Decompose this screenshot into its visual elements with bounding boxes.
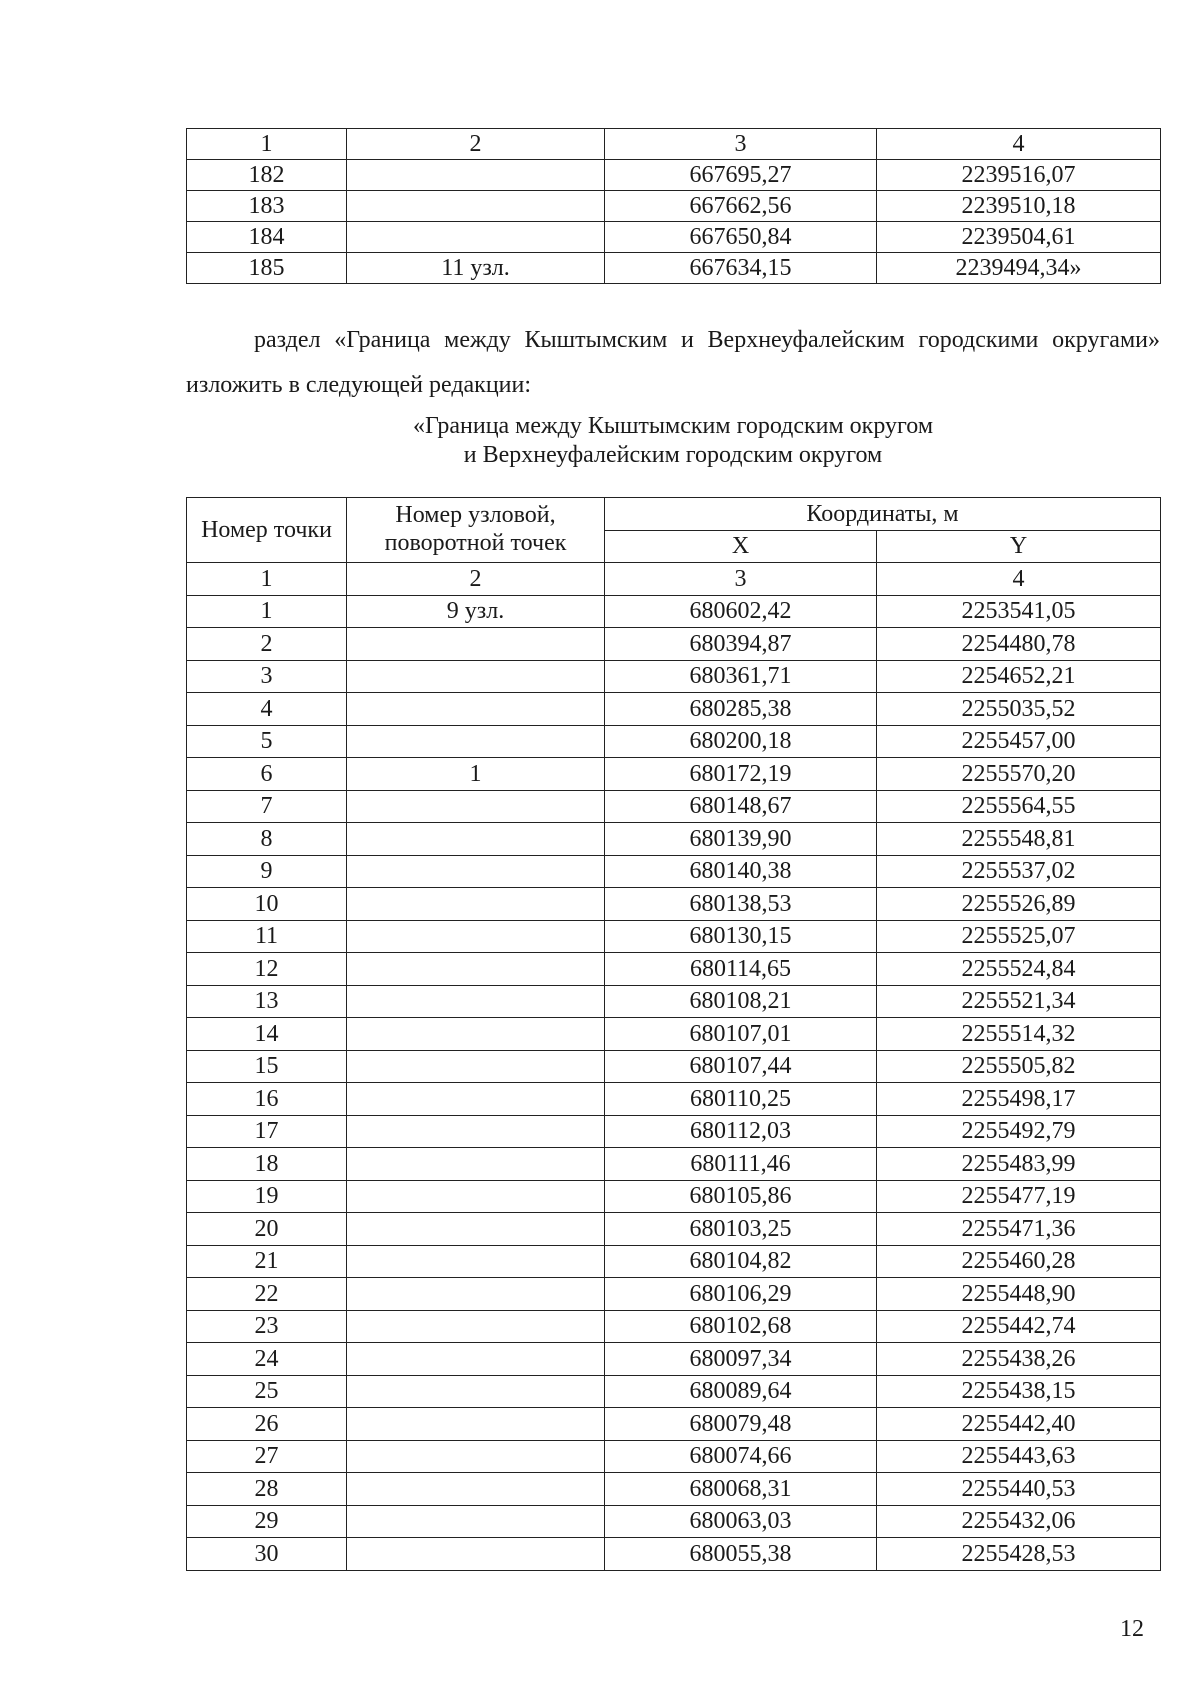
x-coordinate-cell: 680107,44	[605, 1050, 877, 1083]
header-y: Y	[877, 530, 1161, 563]
table-row	[187, 628, 1161, 661]
y-coordinate-cell: 2255438,26	[877, 1343, 1161, 1376]
column-number: 3	[605, 563, 877, 596]
point-number-cell: 184	[187, 222, 347, 253]
point-number-cell: 13	[187, 985, 347, 1018]
section-heading-line2: и Верхнеуфалейским городским округом	[463, 442, 883, 468]
header-node-number: Номер узловой, поворотной точек	[347, 498, 605, 563]
point-number-cell: 5	[187, 725, 347, 758]
node-number-cell	[347, 628, 605, 661]
point-number-cell: 27	[187, 1440, 347, 1473]
node-number-cell	[347, 1180, 605, 1213]
point-number-cell: 29	[187, 1505, 347, 1538]
point-number-cell: 30	[187, 1538, 347, 1571]
y-coordinate-cell: 2253541,05	[877, 595, 1161, 628]
x-coordinate-cell: 680097,34	[605, 1343, 877, 1376]
x-coordinate-cell: 680130,15	[605, 920, 877, 953]
x-coordinate-cell: 680110,25	[605, 1083, 877, 1116]
column-number-row	[187, 563, 1161, 596]
table-row	[187, 160, 1161, 191]
table-row	[187, 823, 1161, 856]
node-number-cell	[347, 160, 605, 191]
table-row	[187, 1180, 1161, 1213]
table-row	[187, 888, 1161, 921]
table-row	[187, 1115, 1161, 1148]
section-heading-line1: «Граница между Кыштымским городским округом	[412, 413, 934, 439]
node-number-cell	[347, 1343, 605, 1376]
point-number-cell: 20	[187, 1213, 347, 1246]
node-number-cell: 11 узл.	[347, 253, 605, 284]
y-coordinate-cell: 2239516,07	[877, 160, 1161, 191]
y-coordinate-cell: 2239504,61	[877, 222, 1161, 253]
x-coordinate-cell: 680068,31	[605, 1473, 877, 1506]
x-coordinate-cell: 680172,19	[605, 758, 877, 791]
point-number-cell: 21	[187, 1245, 347, 1278]
y-coordinate-cell: 2255440,53	[877, 1473, 1161, 1506]
node-number-cell	[347, 191, 605, 222]
y-coordinate-cell: 2255428,53	[877, 1538, 1161, 1571]
point-number-cell: 14	[187, 1018, 347, 1051]
node-number-cell	[347, 888, 605, 921]
table-row	[187, 920, 1161, 953]
y-coordinate-cell: 2255448,90	[877, 1278, 1161, 1311]
table-row	[187, 855, 1161, 888]
y-coordinate-cell: 2255442,40	[877, 1408, 1161, 1441]
table-row	[187, 1018, 1161, 1051]
x-coordinate-cell: 680112,03	[605, 1115, 877, 1148]
column-number: 2	[347, 129, 605, 160]
y-coordinate-cell: 2255498,17	[877, 1083, 1161, 1116]
node-number-cell	[347, 1018, 605, 1051]
x-coordinate-cell: 680139,90	[605, 823, 877, 856]
y-coordinate-cell: 2254480,78	[877, 628, 1161, 661]
x-coordinate-cell: 680079,48	[605, 1408, 877, 1441]
header-coordinates: Координаты, м	[605, 498, 1161, 531]
table-row	[187, 790, 1161, 823]
header-row-1	[187, 498, 1161, 531]
point-number-cell: 19	[187, 1180, 347, 1213]
x-coordinate-cell: 680063,03	[605, 1505, 877, 1538]
table-row	[187, 1440, 1161, 1473]
x-coordinate-cell: 667662,56	[605, 191, 877, 222]
node-number-cell	[347, 985, 605, 1018]
x-coordinate-cell: 680105,86	[605, 1180, 877, 1213]
node-number-cell	[347, 1473, 605, 1506]
point-number-cell: 16	[187, 1083, 347, 1116]
table-row	[187, 191, 1161, 222]
point-number-cell: 25	[187, 1375, 347, 1408]
node-number-cell	[347, 790, 605, 823]
node-number-cell: 9 узл.	[347, 595, 605, 628]
table-row	[187, 1343, 1161, 1376]
point-number-cell: 8	[187, 823, 347, 856]
y-coordinate-cell: 2255537,02	[877, 855, 1161, 888]
section-heading	[186, 412, 1160, 470]
x-coordinate-cell: 680089,64	[605, 1375, 877, 1408]
node-number-cell	[347, 1245, 605, 1278]
page-number: 12	[1120, 1616, 1144, 1642]
header-x: X	[605, 530, 877, 563]
x-coordinate-cell: 680107,01	[605, 1018, 877, 1051]
point-number-cell: 12	[187, 953, 347, 986]
x-coordinate-cell: 667695,27	[605, 160, 877, 191]
point-number-cell: 3	[187, 660, 347, 693]
table-row	[187, 1473, 1161, 1506]
y-coordinate-cell: 2255471,36	[877, 1213, 1161, 1246]
table-row	[187, 758, 1161, 791]
node-number-cell	[347, 660, 605, 693]
point-number-cell: 28	[187, 1473, 347, 1506]
y-coordinate-cell: 2255035,52	[877, 693, 1161, 726]
column-number: 1	[187, 129, 347, 160]
y-coordinate-cell: 2239494,34»	[877, 253, 1161, 284]
table-row	[187, 1083, 1161, 1116]
y-coordinate-cell: 2254652,21	[877, 660, 1161, 693]
point-number-cell: 9	[187, 855, 347, 888]
table-row	[187, 595, 1161, 628]
node-number-cell	[347, 1505, 605, 1538]
node-number-cell: 1	[347, 758, 605, 791]
point-number-cell: 26	[187, 1408, 347, 1441]
x-coordinate-cell: 680102,68	[605, 1310, 877, 1343]
y-coordinate-cell: 2255526,89	[877, 888, 1161, 921]
x-coordinate-cell: 667650,84	[605, 222, 877, 253]
y-coordinate-cell: 2239510,18	[877, 191, 1161, 222]
x-coordinate-cell: 680138,53	[605, 888, 877, 921]
x-coordinate-cell: 667634,15	[605, 253, 877, 284]
y-coordinate-cell: 2255492,79	[877, 1115, 1161, 1148]
node-number-cell	[347, 1083, 605, 1116]
x-coordinate-cell: 680114,65	[605, 953, 877, 986]
column-number: 2	[347, 563, 605, 596]
table-row	[187, 660, 1161, 693]
y-coordinate-cell: 2255483,99	[877, 1148, 1161, 1181]
node-number-cell	[347, 1538, 605, 1571]
x-coordinate-cell: 680104,82	[605, 1245, 877, 1278]
table-row	[187, 1505, 1161, 1538]
coordinates-table-continuation	[186, 128, 1161, 284]
header-point-number: Номер точки	[187, 498, 347, 563]
table2-body	[187, 563, 1161, 1571]
x-coordinate-cell: 680200,18	[605, 725, 877, 758]
table-row	[187, 222, 1161, 253]
table2-header	[187, 498, 1161, 563]
point-number-cell: 7	[187, 790, 347, 823]
node-number-cell	[347, 855, 605, 888]
column-number: 4	[877, 563, 1161, 596]
column-number-row	[187, 129, 1161, 160]
y-coordinate-cell: 2255564,55	[877, 790, 1161, 823]
x-coordinate-cell: 680285,38	[605, 693, 877, 726]
table-row	[187, 985, 1161, 1018]
x-coordinate-cell: 680140,38	[605, 855, 877, 888]
y-coordinate-cell: 2255460,28	[877, 1245, 1161, 1278]
table-row	[187, 693, 1161, 726]
node-number-cell	[347, 1278, 605, 1311]
node-number-cell	[347, 725, 605, 758]
point-number-cell: 24	[187, 1343, 347, 1376]
point-number-cell: 2	[187, 628, 347, 661]
x-coordinate-cell: 680103,25	[605, 1213, 877, 1246]
node-number-cell	[347, 920, 605, 953]
point-number-cell: 15	[187, 1050, 347, 1083]
x-coordinate-cell: 680394,87	[605, 628, 877, 661]
x-coordinate-cell: 680055,38	[605, 1538, 877, 1571]
node-number-cell	[347, 222, 605, 253]
point-number-cell: 11	[187, 920, 347, 953]
x-coordinate-cell: 680148,67	[605, 790, 877, 823]
y-coordinate-cell: 2255524,84	[877, 953, 1161, 986]
node-number-cell	[347, 1115, 605, 1148]
y-coordinate-cell: 2255443,63	[877, 1440, 1161, 1473]
point-number-cell: 18	[187, 1148, 347, 1181]
node-number-cell	[347, 1050, 605, 1083]
x-coordinate-cell: 680108,21	[605, 985, 877, 1018]
point-number-cell: 23	[187, 1310, 347, 1343]
point-number-cell: 10	[187, 888, 347, 921]
table-row	[187, 953, 1161, 986]
table-row	[187, 725, 1161, 758]
node-number-cell	[347, 1310, 605, 1343]
y-coordinate-cell: 2255457,00	[877, 725, 1161, 758]
table-row	[187, 1375, 1161, 1408]
node-number-cell	[347, 1440, 605, 1473]
point-number-cell: 183	[187, 191, 347, 222]
boundary-coordinates-table	[186, 497, 1161, 1571]
node-number-cell	[347, 823, 605, 856]
point-number-cell: 17	[187, 1115, 347, 1148]
point-number-cell: 22	[187, 1278, 347, 1311]
y-coordinate-cell: 2255442,74	[877, 1310, 1161, 1343]
y-coordinate-cell: 2255570,20	[877, 758, 1161, 791]
point-number-cell: 4	[187, 693, 347, 726]
table-row	[187, 1538, 1161, 1571]
table-row	[187, 1213, 1161, 1246]
y-coordinate-cell: 2255438,15	[877, 1375, 1161, 1408]
table-row	[187, 1245, 1161, 1278]
column-number: 3	[605, 129, 877, 160]
x-coordinate-cell: 680602,42	[605, 595, 877, 628]
x-coordinate-cell: 680074,66	[605, 1440, 877, 1473]
y-coordinate-cell: 2255548,81	[877, 823, 1161, 856]
y-coordinate-cell: 2255525,07	[877, 920, 1161, 953]
y-coordinate-cell: 2255521,34	[877, 985, 1161, 1018]
table-row	[187, 1148, 1161, 1181]
x-coordinate-cell: 680111,46	[605, 1148, 877, 1181]
node-number-cell	[347, 693, 605, 726]
table1-body	[187, 129, 1161, 284]
node-number-cell	[347, 1148, 605, 1181]
point-number-cell: 185	[187, 253, 347, 284]
y-coordinate-cell: 2255514,32	[877, 1018, 1161, 1051]
table-row	[187, 1278, 1161, 1311]
point-number-cell: 6	[187, 758, 347, 791]
node-number-cell	[347, 953, 605, 986]
column-number: 1	[187, 563, 347, 596]
y-coordinate-cell: 2255432,06	[877, 1505, 1161, 1538]
node-number-cell	[347, 1408, 605, 1441]
table-row	[187, 1310, 1161, 1343]
table-row	[187, 1050, 1161, 1083]
node-number-cell	[347, 1213, 605, 1246]
column-number: 4	[877, 129, 1161, 160]
table-row	[187, 1408, 1161, 1441]
x-coordinate-cell: 680106,29	[605, 1278, 877, 1311]
node-number-cell	[347, 1375, 605, 1408]
x-coordinate-cell: 680361,71	[605, 660, 877, 693]
y-coordinate-cell: 2255505,82	[877, 1050, 1161, 1083]
table-row	[187, 253, 1161, 284]
point-number-cell: 1	[187, 595, 347, 628]
point-number-cell: 182	[187, 160, 347, 191]
amendment-paragraph: раздел «Граница между Кыштымским и Верхнеуфалейским городскими округами» изложить в следующей редакции:	[186, 327, 1160, 398]
y-coordinate-cell: 2255477,19	[877, 1180, 1161, 1213]
